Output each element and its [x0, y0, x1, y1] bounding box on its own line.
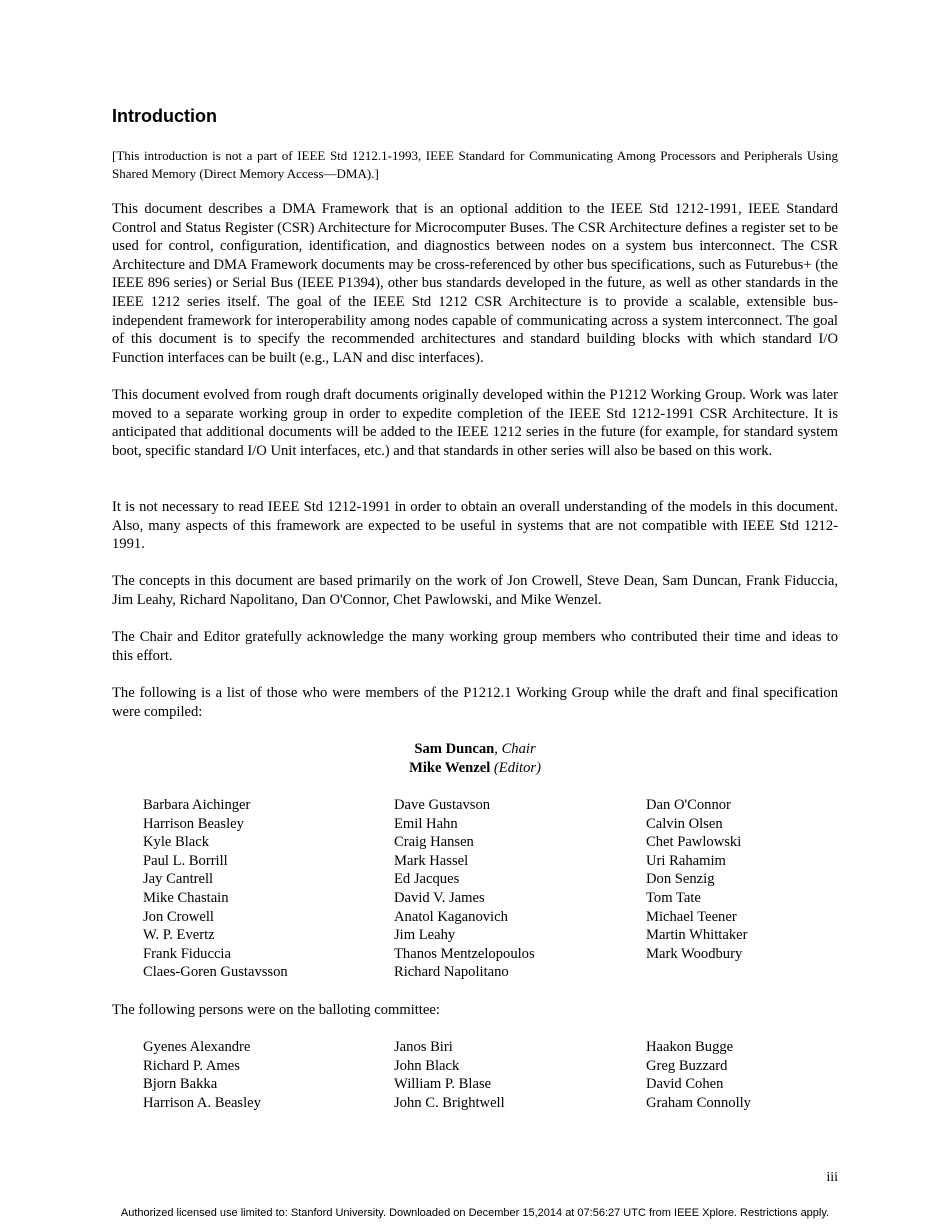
- member-name: Kyle Black: [143, 834, 210, 851]
- balloter-name: Haakon Bugge: [646, 1039, 734, 1055]
- balloter-name: Janos Biri: [394, 1039, 453, 1055]
- member-name: Emil Hahn: [394, 815, 458, 832]
- balloter-name: Bjorn Bakka: [143, 1076, 218, 1093]
- member-name: Martin Whittaker: [646, 927, 748, 944]
- balloter-name: Graham Connolly: [646, 1094, 751, 1111]
- page-number: iii: [826, 1170, 838, 1185]
- chair-line: [112, 740, 838, 759]
- intro-note: [This introduction is not a part of IEEE Std 1212.1-1993, IEEE Standard for Communicating Among Processors and Peripherals Using Shared Memory (Direct Memory Access—DMA).]: [112, 148, 838, 181]
- working-group-column-1: [143, 796, 288, 982]
- member-name: W. P. Evertz: [143, 927, 215, 944]
- member-name: Richard Napolitano: [394, 964, 509, 981]
- editor-role: (Editor): [490, 760, 541, 776]
- paragraph-4: The concepts in this document are based primarily on the work of Jon Crowell, Steve Dean, Sam Duncan, Frank Fiduccia, Jim Leahy, Richard Napolitano, Dan O'Connor, Chet Pawlowski, and Mike Wenzel.: [112, 573, 838, 608]
- member-name: Don Senzig: [646, 871, 715, 888]
- section-heading: Introduction: [112, 106, 217, 126]
- member-name: Harrison Beasley: [143, 815, 244, 832]
- member-name: Mark Woodbury: [646, 945, 743, 962]
- balloting-column-1: [143, 1038, 261, 1112]
- member-name: Mike Chastain: [143, 889, 229, 906]
- paragraph-5: The Chair and Editor gratefully acknowledge the many working group members who contributed their time and ideas to this effort.: [112, 629, 838, 664]
- member-name: David V. James: [394, 889, 485, 906]
- member-name: Claes-Goren Gustavsson: [143, 964, 288, 981]
- member-name: Frank Fiduccia: [143, 945, 231, 962]
- balloter-name: Greg Buzzard: [646, 1057, 728, 1074]
- paragraph-1: This document describes a DMA Framework that is an optional addition to the IEEE Std 1212-1991, IEEE Standard Control and Status Register (CSR) Architecture for Microcomputer Buses. The CSR Architecture defines a register set to be used for control, configuration, identification, and diagnostics between nodes on a system bus interconnect. The CSR Architecture and DMA Framework documents may be cross-referenced by other bus specifications, such as Futurebus+ (the IEEE 896 series) or Serial Bus (IEEE P1394), other bus standards developed in the future, as well as other standards in the IEEE 1212 series itself. The goal of the IEEE Std 1212 CSR Architecture is to provide a scalable, extensible bus-independent framework for interoperability among nodes capable of communicating across a system interconnect. The goal of this document is to specify the recommended architectures and standard building blocks with which standard I/O Function interfaces can be built (e.g., LAN and disc interfaces).: [112, 201, 838, 366]
- member-name: Chet Pawlowski: [646, 834, 742, 851]
- member-name: Jay Cantrell: [143, 871, 214, 888]
- balloting-column-3: [646, 1038, 751, 1112]
- member-name: Jon Crowell: [143, 908, 214, 925]
- member-name: Uri Rahamim: [646, 852, 726, 869]
- member-name: Mark Hassel: [394, 852, 469, 869]
- member-name: Jim Leahy: [394, 927, 456, 944]
- member-name: Calvin Olsen: [646, 815, 723, 832]
- balloting-intro: The following persons were on the balloting committee:: [112, 1002, 440, 1018]
- balloter-name: David Cohen: [646, 1076, 724, 1093]
- chair-name: Sam Duncan: [414, 741, 495, 757]
- member-name: Ed Jacques: [394, 871, 460, 888]
- editor-name: Mike Wenzel: [409, 760, 491, 776]
- balloter-name: Harrison A. Beasley: [143, 1094, 261, 1111]
- member-name: Dan O'Connor: [646, 797, 731, 813]
- chair-role: , Chair: [494, 741, 536, 757]
- balloter-name: William P. Blase: [394, 1076, 492, 1093]
- paragraph-3: It is not necessary to read IEEE Std 1212-1991 in order to obtain an overall understanding of the models in this document. Also, many aspects of this framework are expected to be useful in systems that are not compatible with IEEE Std 1212-1991.: [112, 499, 838, 553]
- working-group-officers: [112, 740, 838, 778]
- balloter-name: Gyenes Alexandre: [143, 1039, 251, 1055]
- balloter-name: John Black: [394, 1057, 460, 1074]
- balloting-column-2: [394, 1038, 505, 1112]
- editor-line: [112, 759, 838, 778]
- license-footer: Authorized licensed use limited to: Stanford University. Downloaded on December 15,2014 at 07:56:27 UTC from IEEE Xplore. Restrictions apply.: [120, 1207, 830, 1219]
- member-name: Tom Tate: [646, 889, 701, 906]
- paragraph-6: The following is a list of those who were members of the P1212.1 Working Group while the draft and final specification were compiled:: [112, 685, 838, 720]
- member-name: Craig Hansen: [394, 834, 474, 851]
- working-group-column-3: [646, 796, 747, 963]
- member-name: Anatol Kaganovich: [394, 908, 508, 925]
- member-name: Paul L. Borrill: [143, 852, 228, 869]
- member-name: Thanos Mentzelopoulos: [394, 945, 535, 962]
- member-name: Michael Teener: [646, 908, 737, 925]
- member-name: Barbara Aichinger: [143, 797, 251, 813]
- working-group-column-2: [394, 796, 535, 982]
- member-name: Dave Gustavson: [394, 797, 491, 813]
- balloter-name: John C. Brightwell: [394, 1094, 505, 1111]
- paragraph-2: This document evolved from rough draft documents originally developed within the P1212 Working Group. Work was later moved to a separate working group in order to expedite completion of the IEEE Std 1212-1991 CSR Architecture. It is anticipated that additional documents will be added to the IEEE 1212 series in the future (for example, for standard system boot, specific standard I/O Unit interfaces, etc.) and that standards in other series will also be based on this work.: [112, 387, 838, 459]
- balloter-name: Richard P. Ames: [143, 1057, 240, 1074]
